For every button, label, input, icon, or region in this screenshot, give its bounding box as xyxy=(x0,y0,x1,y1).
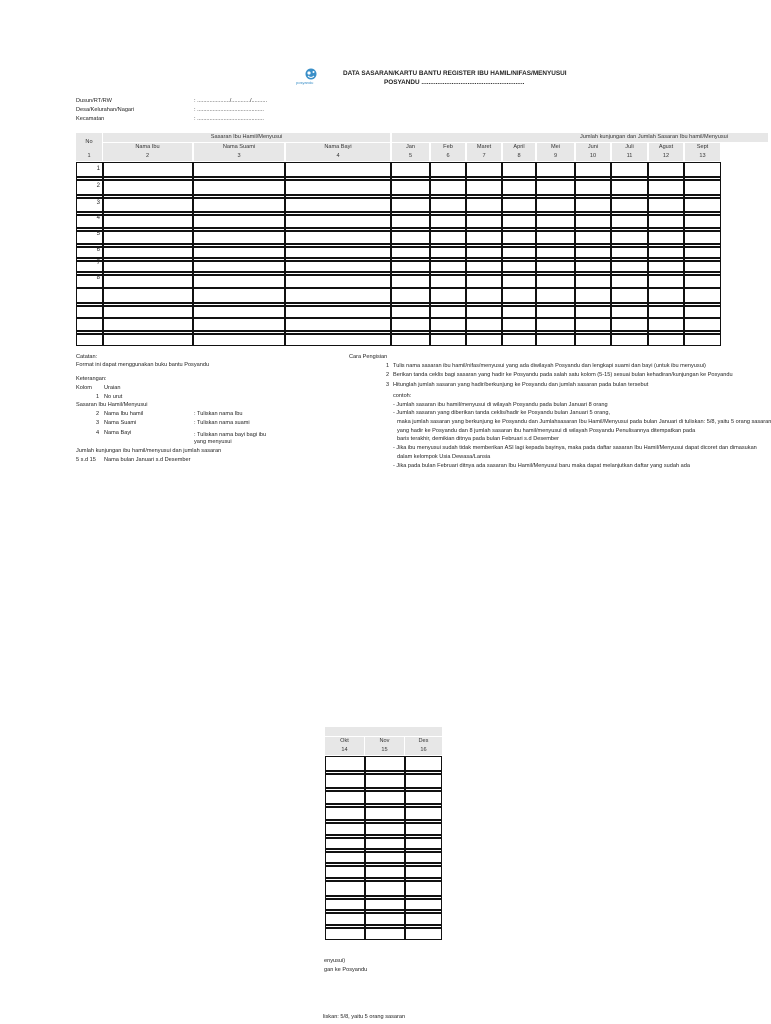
table-cell[interactable] xyxy=(466,288,502,303)
col-header-des: Des xyxy=(405,737,442,746)
table-cell[interactable] xyxy=(405,756,442,771)
posyandu-line: POSYANDU .......................................................... xyxy=(384,79,525,86)
example-line: maka jumlah sasaran yang berkunjung ke Posyandu dan Jumlahsasaran Ibu Hamil/Menyusui pada bulan Januari di tuliskan: 5/8, yaitu 5 orang sasaran xyxy=(397,419,771,425)
row-number: 3 xyxy=(96,200,100,206)
col-header-sept: Sept xyxy=(685,143,720,152)
item-number: 2 xyxy=(96,411,100,417)
col-header-nama-bayi: Nama Bayi xyxy=(286,143,390,152)
step-text: Tulis nama sasaran ibu hamil/nifas/menyusui yang ada diwilayah Posyandu dan lengkapi suami dan bayi (untuk ibu menyusui) xyxy=(393,363,706,369)
table-cell[interactable] xyxy=(611,288,648,303)
item-number: 4 xyxy=(96,430,100,436)
table-cell[interactable] xyxy=(325,899,365,910)
uraian-label: Uraian xyxy=(104,385,121,391)
table-cell[interactable] xyxy=(430,288,466,303)
table-cell[interactable] xyxy=(285,231,391,244)
table-cell[interactable] xyxy=(285,261,391,272)
col-header-mei: Mei xyxy=(537,143,574,152)
group-header-sasaran: Sasaran Ibu Hamil/Menyusui xyxy=(103,133,390,142)
table-cell[interactable] xyxy=(325,913,365,925)
table-cell[interactable] xyxy=(611,231,648,244)
table-cell[interactable] xyxy=(611,318,648,331)
group-header-kunjungan: Jumlah kunjungan dan Jumlah Sasaran Ibu hamil/Menyusui xyxy=(392,133,768,142)
table-cell[interactable] xyxy=(611,198,648,212)
field-label-dusun: Dusun/RT/RW xyxy=(76,98,112,104)
table-cell[interactable] xyxy=(466,247,502,258)
example-line: dalam kelompok Usia Dewasa/Lansia xyxy=(397,454,491,460)
table-cell[interactable] xyxy=(536,215,575,228)
table-cell[interactable] xyxy=(575,180,611,195)
table-cell[interactable] xyxy=(405,807,442,820)
table-cell[interactable] xyxy=(575,334,611,346)
table-cell[interactable] xyxy=(466,261,502,272)
table-cell[interactable] xyxy=(365,899,405,910)
table-cell[interactable] xyxy=(365,807,405,820)
col-header-nama-ibu: Nama Ibu xyxy=(103,143,192,152)
table-cell[interactable] xyxy=(648,288,684,303)
col-number: 8 xyxy=(503,152,535,161)
table-cell[interactable] xyxy=(575,198,611,212)
item-desc: : Tuliskan nama Ibu xyxy=(194,411,243,417)
field-value-dusun[interactable]: : ...................../............/.......... xyxy=(194,98,268,104)
step-text: Berikan tanda ceklis bagi sasaran yang hadir ke Posyandu pada salah satu kolom (5-15) sesuai bulan kehadiran/kunjungan ke Posyandu xyxy=(393,372,733,378)
col-number: 12 xyxy=(649,152,683,161)
table-cell[interactable] xyxy=(648,231,684,244)
table-cell[interactable] xyxy=(502,180,536,195)
sasaran-label: Sasaran Ibu Hamil/Menyusui xyxy=(76,402,148,408)
table-cell[interactable] xyxy=(193,334,285,346)
table-cell[interactable] xyxy=(684,318,721,331)
table-cell[interactable] xyxy=(285,334,391,346)
table-cell[interactable] xyxy=(536,247,575,258)
field-value-kecamatan[interactable]: : ........................................... xyxy=(194,116,264,122)
table-cell[interactable] xyxy=(575,318,611,331)
step-number: 3 xyxy=(386,382,390,388)
table-cell[interactable] xyxy=(684,261,721,272)
example-line: baris terakhir, demikian ditnya pada bulan Februari s.d Desember xyxy=(397,436,559,442)
table-cell[interactable] xyxy=(365,756,405,771)
table-cell[interactable] xyxy=(391,261,430,272)
table-cell[interactable] xyxy=(430,318,466,331)
table-cell[interactable] xyxy=(502,198,536,212)
table-cell[interactable] xyxy=(536,261,575,272)
page-title: DATA SASARAN/KARTU BANTU REGISTER IBU HAMIL/NIFAS/MENYUSUI xyxy=(343,70,567,77)
table-cell[interactable] xyxy=(193,215,285,228)
table-cell[interactable] xyxy=(684,198,721,212)
table-cell[interactable] xyxy=(611,275,648,288)
step-number: 2 xyxy=(386,372,390,378)
table-cell[interactable] xyxy=(536,180,575,195)
table-cell[interactable] xyxy=(285,162,391,177)
table-cell[interactable] xyxy=(648,162,684,177)
table-cell[interactable] xyxy=(575,261,611,272)
item-desc: : Tuliskan nama suami xyxy=(194,420,250,426)
table-cell[interactable] xyxy=(193,288,285,303)
table-cell[interactable] xyxy=(502,288,536,303)
table-cell[interactable] xyxy=(430,306,466,318)
table-cell[interactable] xyxy=(391,306,430,318)
table-cell[interactable] xyxy=(684,247,721,258)
catatan-text: Format ini dapat menggunakan buku bantu Posyandu xyxy=(76,362,210,368)
table-cell[interactable] xyxy=(193,306,285,318)
cara-label: Cara Pengisian xyxy=(349,354,388,360)
table-cell[interactable] xyxy=(391,318,430,331)
table-cell[interactable] xyxy=(76,318,103,331)
col-number: 14 xyxy=(325,746,364,755)
table-cell[interactable] xyxy=(575,306,611,318)
field-label-kecamatan: Kecamatan xyxy=(76,116,105,122)
table-cell[interactable] xyxy=(536,306,575,318)
kolom-label: Kolom xyxy=(76,385,92,391)
table-cell[interactable] xyxy=(285,247,391,258)
table-cell[interactable] xyxy=(365,838,405,849)
table-cell[interactable] xyxy=(405,928,442,940)
table-cell[interactable] xyxy=(611,215,648,228)
range-desc: Nama bulan Januari s.d Desember xyxy=(104,457,191,463)
table-cell[interactable] xyxy=(285,288,391,303)
item-number: 3 xyxy=(96,420,100,426)
table-cell[interactable] xyxy=(405,852,442,863)
table-cell[interactable] xyxy=(684,334,721,346)
contoh-label: contoh: xyxy=(393,393,412,399)
table-cell[interactable] xyxy=(325,928,365,940)
table-cell[interactable] xyxy=(405,774,442,788)
table-cell[interactable] xyxy=(193,318,285,331)
item-desc: yang menyusui xyxy=(194,439,232,445)
example-line: yang hadir ke Posyandu dan 8 jumlah sasaran ibu hamil/menyusui di wilayah Posyandu Penulisannya ditempatkan pada xyxy=(397,428,696,434)
table-cell[interactable] xyxy=(648,198,684,212)
table-cell[interactable] xyxy=(76,306,103,318)
row-number: 4 xyxy=(96,215,100,221)
table-cell[interactable] xyxy=(103,275,193,288)
table-cell[interactable] xyxy=(405,838,442,849)
table-cell[interactable] xyxy=(466,275,502,288)
table-cell[interactable] xyxy=(466,306,502,318)
table-cell[interactable] xyxy=(405,899,442,910)
overflow-text: enyusui) xyxy=(324,958,346,964)
item-text: Nama Ibu hamil xyxy=(104,411,144,417)
table-cell[interactable] xyxy=(430,231,466,244)
table-cell[interactable] xyxy=(76,334,103,346)
table-cell[interactable] xyxy=(193,261,285,272)
table-cell[interactable] xyxy=(684,180,721,195)
catatan-label: Catatan: xyxy=(76,354,98,360)
table-cell[interactable] xyxy=(405,881,442,896)
table-cell[interactable] xyxy=(365,823,405,835)
page2-group-header xyxy=(325,727,442,736)
table-cell[interactable] xyxy=(103,318,193,331)
col-header-agust: Agust xyxy=(649,143,683,152)
overflow-text: liskan: 5/8, yaitu 5 orang sasaran xyxy=(323,1014,406,1020)
row-number: 2 xyxy=(96,183,100,189)
col-header-april: April xyxy=(503,143,535,152)
table-cell[interactable] xyxy=(611,247,648,258)
col-header-nov: Nov xyxy=(365,737,404,746)
table-cell[interactable] xyxy=(502,215,536,228)
col-number: 13 xyxy=(685,152,720,161)
table-cell[interactable] xyxy=(430,198,466,212)
row-number: 6 xyxy=(96,247,100,253)
table-cell[interactable] xyxy=(575,215,611,228)
table-cell[interactable] xyxy=(466,334,502,346)
table-cell[interactable] xyxy=(684,215,721,228)
table-cell[interactable] xyxy=(466,318,502,331)
table-cell[interactable] xyxy=(103,162,193,177)
table-cell[interactable] xyxy=(103,306,193,318)
col-number: 1 xyxy=(76,152,102,161)
field-value-desa[interactable]: : ........................................... xyxy=(194,107,264,113)
table-cell[interactable] xyxy=(325,807,365,820)
table-cell[interactable] xyxy=(430,334,466,346)
table-cell[interactable] xyxy=(502,275,536,288)
table-cell[interactable] xyxy=(325,881,365,896)
table-cell[interactable] xyxy=(611,306,648,318)
col-header-jan: Jan xyxy=(392,143,429,152)
table-cell[interactable] xyxy=(405,791,442,804)
table-cell[interactable] xyxy=(430,162,466,177)
table-cell[interactable] xyxy=(502,162,536,177)
table-cell[interactable] xyxy=(103,261,193,272)
table-cell[interactable] xyxy=(536,275,575,288)
item-desc: : Tuliskan nama bayi bagi ibu xyxy=(194,432,267,438)
col-number: 7 xyxy=(467,152,501,161)
table-cell[interactable] xyxy=(502,318,536,331)
col-number: 15 xyxy=(365,746,404,755)
table-cell[interactable] xyxy=(611,162,648,177)
table-cell[interactable] xyxy=(648,180,684,195)
col-number: 16 xyxy=(405,746,442,755)
keterangan-label: Keterangan: xyxy=(76,376,107,382)
table-cell[interactable] xyxy=(648,275,684,288)
item-text: Nama Suami xyxy=(104,420,137,426)
table-cell[interactable] xyxy=(325,866,365,878)
row-number: 7 xyxy=(96,260,100,266)
table-cell[interactable] xyxy=(405,913,442,925)
table-cell[interactable] xyxy=(405,866,442,878)
table-cell[interactable] xyxy=(193,275,285,288)
table-cell[interactable] xyxy=(684,162,721,177)
example-line: - Jumlah sasaran ibu hamil/menyusui di wilayah Posyandu pada bulan Januari 8 orang xyxy=(393,402,608,408)
item-text: Nama Bayi xyxy=(104,430,132,436)
table-cell[interactable] xyxy=(103,231,193,244)
col-header-nama-suami: Nama Suami xyxy=(194,143,284,152)
table-cell[interactable] xyxy=(365,866,405,878)
table-cell[interactable] xyxy=(648,261,684,272)
table-cell[interactable] xyxy=(285,275,391,288)
table-cell[interactable] xyxy=(391,275,430,288)
table-cell[interactable] xyxy=(466,231,502,244)
table-cell[interactable] xyxy=(103,215,193,228)
table-cell[interactable] xyxy=(466,198,502,212)
table-cell[interactable] xyxy=(430,261,466,272)
example-line: - Jumlah sasaran yang diberikan tanda ceklis/hadir ke Posyandu bulan Januari 5 orang, xyxy=(393,410,611,416)
table-cell[interactable] xyxy=(103,288,193,303)
table-cell[interactable] xyxy=(391,288,430,303)
table-cell[interactable] xyxy=(365,928,405,940)
table-cell[interactable] xyxy=(391,334,430,346)
table-cell[interactable] xyxy=(103,180,193,195)
col-number: 11 xyxy=(612,152,647,161)
logo-text: posyandu xyxy=(296,80,314,85)
example-line: - Jika pada bulan Februari ditnya ada sasaran Ibu Hamil/Menyusui baru maka dapat melanjutkan daftar yang sudah ada xyxy=(393,463,690,469)
table-cell[interactable] xyxy=(502,334,536,346)
col-number: 2 xyxy=(103,152,192,161)
table-cell[interactable] xyxy=(648,247,684,258)
col-header-juni: Juni xyxy=(576,143,610,152)
col-no-header: No xyxy=(76,133,102,160)
col-header-feb: Feb xyxy=(431,143,465,152)
col-number: 9 xyxy=(537,152,574,161)
table-cell[interactable] xyxy=(684,306,721,318)
table-cell[interactable] xyxy=(430,275,466,288)
table-cell[interactable] xyxy=(285,306,391,318)
jumlah-text: Jumlah kunjungan ibu hamil/menyusui dan jumlah sasaran xyxy=(76,448,222,454)
row-number: 8 xyxy=(96,275,100,281)
table-cell[interactable] xyxy=(103,198,193,212)
table-cell[interactable] xyxy=(193,247,285,258)
table-cell[interactable] xyxy=(103,247,193,258)
table-cell[interactable] xyxy=(325,774,365,788)
col-number: 3 xyxy=(194,152,284,161)
table-cell[interactable] xyxy=(405,823,442,835)
table-cell[interactable] xyxy=(285,318,391,331)
step-number: 1 xyxy=(386,363,390,369)
table-cell[interactable] xyxy=(648,334,684,346)
table-cell[interactable] xyxy=(193,198,285,212)
table-cell[interactable] xyxy=(466,162,502,177)
table-cell[interactable] xyxy=(536,162,575,177)
table-cell[interactable] xyxy=(285,198,391,212)
table-cell[interactable] xyxy=(365,913,405,925)
table-cell[interactable] xyxy=(611,334,648,346)
row-number: 5 xyxy=(96,231,100,237)
col-number: 10 xyxy=(576,152,610,161)
example-line: - Jika ibu menyusui sudah tidak memberikan ASI lagi kepada bayinya, maka pada daftar sasaran Ibu Hamil/Menyusui dapat dicoret dan dimasukan xyxy=(393,445,757,451)
table-cell[interactable] xyxy=(76,288,103,303)
overflow-text: gan ke Posyandu xyxy=(324,967,368,973)
table-cell[interactable] xyxy=(684,231,721,244)
table-cell[interactable] xyxy=(325,756,365,771)
table-cell[interactable] xyxy=(575,231,611,244)
table-cell[interactable] xyxy=(502,306,536,318)
table-cell[interactable] xyxy=(365,791,405,804)
col-header-juli: Juli xyxy=(612,143,647,152)
table-cell[interactable] xyxy=(536,318,575,331)
table-cell[interactable] xyxy=(430,247,466,258)
table-cell[interactable] xyxy=(365,881,405,896)
col-number: 6 xyxy=(431,152,465,161)
col-number: 5 xyxy=(392,152,429,161)
table-cell[interactable] xyxy=(536,334,575,346)
table-cell[interactable] xyxy=(391,198,430,212)
table-cell[interactable] xyxy=(325,838,365,849)
table-cell[interactable] xyxy=(502,261,536,272)
table-cell[interactable] xyxy=(365,852,405,863)
table-cell[interactable] xyxy=(325,823,365,835)
table-cell[interactable] xyxy=(684,275,721,288)
table-cell[interactable] xyxy=(466,215,502,228)
table-cell[interactable] xyxy=(193,231,285,244)
table-cell[interactable] xyxy=(285,215,391,228)
table-cell[interactable] xyxy=(684,288,721,303)
col-number: 4 xyxy=(286,152,390,161)
table-cell[interactable] xyxy=(325,852,365,863)
table-cell[interactable] xyxy=(325,791,365,804)
table-cell[interactable] xyxy=(502,231,536,244)
step-text: Hitunglah jumlah sasaran yang hadir/berkunjung ke Posyandu dan jumlah sasaran pada bulan tersebut xyxy=(393,382,649,388)
item-text: No urut xyxy=(104,394,123,400)
table-cell[interactable] xyxy=(502,247,536,258)
table-cell[interactable] xyxy=(391,231,430,244)
row-number: 1 xyxy=(96,166,100,172)
table-cell[interactable] xyxy=(193,180,285,195)
table-cell[interactable] xyxy=(648,306,684,318)
table-cell[interactable] xyxy=(575,275,611,288)
table-cell[interactable] xyxy=(648,215,684,228)
table-cell[interactable] xyxy=(391,215,430,228)
table-cell[interactable] xyxy=(466,180,502,195)
table-cell[interactable] xyxy=(611,180,648,195)
range-label: 5 s.d 15 xyxy=(76,457,96,463)
table-cell[interactable] xyxy=(648,318,684,331)
item-number: 1 xyxy=(96,394,100,400)
table-cell[interactable] xyxy=(391,247,430,258)
table-cell[interactable] xyxy=(285,180,391,195)
table-cell[interactable] xyxy=(575,247,611,258)
field-label-desa: Desa/Kelurahan/Nagari xyxy=(76,107,135,113)
col-header-okt: Okt xyxy=(325,737,364,746)
col-header-maret: Maret xyxy=(467,143,501,152)
table-cell[interactable] xyxy=(536,288,575,303)
table-cell[interactable] xyxy=(611,261,648,272)
table-cell[interactable] xyxy=(103,334,193,346)
table-cell[interactable] xyxy=(391,180,430,195)
table-cell[interactable] xyxy=(391,162,430,177)
table-cell[interactable] xyxy=(575,162,611,177)
table-cell[interactable] xyxy=(365,774,405,788)
table-cell[interactable] xyxy=(430,215,466,228)
table-cell[interactable] xyxy=(193,162,285,177)
table-cell[interactable] xyxy=(536,231,575,244)
table-cell[interactable] xyxy=(536,198,575,212)
table-cell[interactable] xyxy=(575,288,611,303)
table-cell[interactable] xyxy=(430,180,466,195)
